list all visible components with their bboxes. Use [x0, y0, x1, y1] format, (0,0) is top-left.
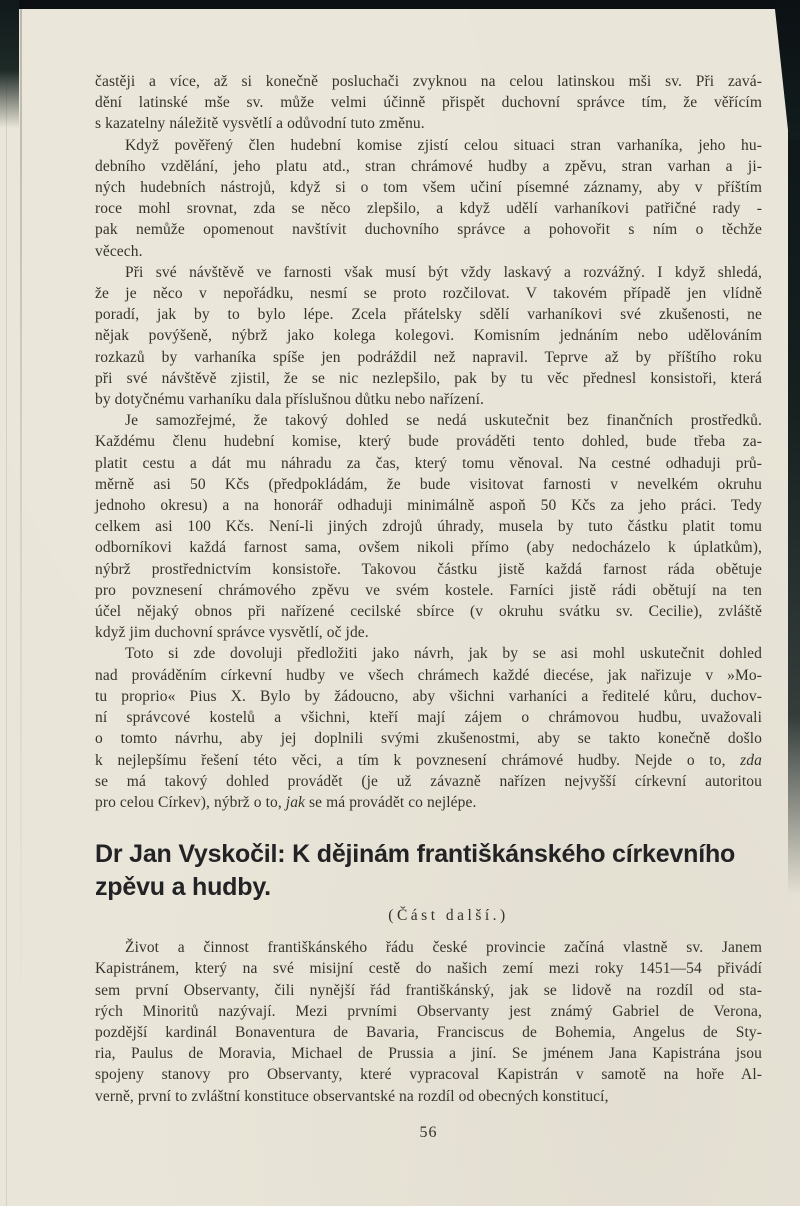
heading-line: zpěvu a hudby.	[95, 873, 271, 902]
text-line: ných hudebních nástrojů, když si o tom všem učiní písemné záznamy, aby v příštím	[95, 179, 762, 197]
text-line: o tomto návrhu, aby jej doplnili svými zkušenostmi, aby se takto konečně došlo	[95, 730, 762, 748]
text-line: Toto si zde dovoluji předložiti jako návrh, jak by se asi mohl uskutečnit dohled	[125, 645, 762, 663]
paragraph	[95, 643, 762, 813]
text-line: častěji a více, až si konečně posluchači zvyknou na celou latinskou mši sv. Při zavá-	[95, 73, 762, 90]
text-line: když jim duchovní správce vysvětlí, oč jde.	[95, 624, 369, 642]
text-line: pro celou Církev), nýbrž o to, jak se má provádět co nejlépe.	[95, 793, 477, 811]
text-line: celkem asi 100 Kčs. Není-li jiných zdrojů úhrady, musela by tuto částku platit tomu	[95, 518, 762, 536]
text-line: pro povznesení chrámového zpěvu ve svém kostele. Farníci jistě rádi obětují na ten	[95, 581, 762, 599]
text-line: Život a činnost františkánského řádu české provincie začíná vlastně sv. Janem	[125, 939, 762, 957]
text-line: pozdější kardinál Bonaventura de Bavaria, Franciscus de Bohemia, Angelus de Sty-	[95, 1023, 762, 1041]
text-line: spojeny stanovy pro Observanty, které vypracoval Kapistrán v samotě na hoře Al-	[95, 1066, 762, 1084]
page-text-block	[95, 71, 762, 1143]
text-line: Kapistránem, který na své misijní cestě do našich zemí mezi roky 1451—54 přivádí	[95, 960, 762, 978]
text-line: rých Minoritů nazývají. Mezi prvními Observanty jest známý Gabriel de Verona,	[95, 1002, 762, 1020]
article-continuation-body	[95, 71, 762, 813]
article-heading	[95, 838, 762, 904]
text-line: Při své návštěvě ve farnosti však musí být vždy laskavý a rozvážný. I když shledá,	[125, 263, 762, 281]
paragraph	[95, 135, 762, 262]
text-line: se má takový dohled provádět (je už závazně nařízen nejvyšší církevní autoritou	[95, 772, 762, 790]
text-line: by dotyčnému varhaníku dala příslušnou důtku nebo nařízení.	[95, 391, 485, 409]
text-line: Každému členu hudební komise, který bude prováděti tento dohled, bude třeba za-	[95, 433, 762, 451]
text-line: ní správcové kostelů a všichni, kteří mají zájem o chrámovou hudbu, uvažovali	[95, 709, 762, 727]
paragraph	[95, 71, 762, 135]
text-line: dění latinské mše sv. může velmi účinně přispět duchovní správce tím, že věřícím	[95, 94, 762, 112]
text-line: účel nějaký obnos při nařízené cecilské sbírce (v okruhu svátku sv. Cecilie), zvláště	[95, 603, 762, 621]
text-line: ria, Paulus de Moravia, Michael de Prussia a jiní. Se jménem Jana Kapistrána jsou	[95, 1045, 762, 1063]
paper-crease-shadow	[20, 0, 22, 1206]
text-line: sem první Observanty, čili nynější řád františkánský, jak se lidově na rozdíl od sta-	[95, 981, 762, 999]
page-number: 56	[419, 1123, 438, 1141]
text-line: tu proprio« Pius X. Bylo by žádoucno, aby všichni varhaníci a ředitelé kůru, duchov-	[95, 687, 762, 705]
text-line: pak nemůže opomenout navštívit duchovního správce a pohovořit s ním o těchže	[95, 221, 762, 239]
text-line: Když pověřený člen hudební komise zjistí celou situaci stran varhaníka, jeho hu-	[125, 136, 762, 154]
text-line: při své návštěvě zjistil, že se nic nezlepšilo, pak by tu věc přednesl konsistoři, která	[95, 369, 762, 387]
text-line: Je samozřejmé, že takový dohled se nedá uskutečnit bez finančních prostředků.	[125, 412, 762, 430]
scan-left-edge	[0, 0, 19, 128]
text-line: roce mohl srovnat, zda se něco zlepšilo, a když udělí varhaníkovi patřičné rady -	[95, 200, 762, 218]
paragraph	[95, 410, 762, 643]
heading-line: Dr Jan Vyskočil: K dějinám františkánského církevního	[95, 840, 736, 869]
paragraph	[95, 937, 762, 1107]
text-line: k nejlepšímu řešení této věci, a tím k povznesení chrámové hudby. Nejde o to, zda	[95, 751, 762, 769]
text-line: poradí, jak by to bylo lépe. Zcela přátelsky sdělí varhaníkovi své zkušenosti, ne	[95, 306, 762, 324]
text-line: že je něco v nepořádku, nesmí se proto rozčilovat. V takovém případě jen vlídně	[95, 285, 762, 303]
scan-top-edge	[0, 0, 800, 9]
second-article-body	[95, 937, 762, 1107]
text-line: věcech.	[95, 242, 143, 260]
text-line: debního vzdělání, jeho platu atd., stran chrámové hudby a zpěvu, stran varhan a ji-	[95, 157, 762, 175]
text-line: platit cestu a dát mu náhradu za čas, který tomu věnoval. Na cestné odhaduji prů-	[95, 454, 762, 472]
text-line: verně, první to zvláštní konstituce observantské na rozdíl od obecných konstitucí,	[95, 1087, 609, 1105]
text-line: nějak povýšeně, nýbrž jako kolega kolegovi. Komisním jednáním nebo udělováním	[95, 327, 762, 345]
paper-crease-line	[6, 0, 7, 1206]
text-line: rozkazů by varhaníka spíše jen podráždil než napravil. Teprve až by příštího roku	[95, 348, 762, 366]
scan-right-edge-top	[774, 0, 800, 140]
text-line: nýbrž prostřednictvím konsistoře. Takovou částku jistě každá farnost ráda obětuje	[95, 560, 762, 578]
text-line: jednoho okresu) a na honorář odhaduji minimálně aspoň 50 Kčs za jeho práci. Tedy	[95, 497, 762, 515]
article-subtitle: (Část další.)	[388, 907, 509, 925]
text-line: nad prováděním církevní hudby ve všech chrámech každé diecése, jak nařizuje v »Mo-	[95, 666, 762, 684]
paragraph	[95, 262, 762, 410]
text-line: odborníkovi každá farnost sama, ovšem nikoli přímo (aby nedocházelo k úplatkům),	[95, 539, 762, 557]
text-line: s kazatelny náležitě vysvětlí a odůvodní tuto změnu.	[95, 115, 425, 133]
text-line: měrně asi 50 Kčs (předpokládám, že bude visitovat farnosti v nevelkém okruhu	[95, 475, 762, 493]
